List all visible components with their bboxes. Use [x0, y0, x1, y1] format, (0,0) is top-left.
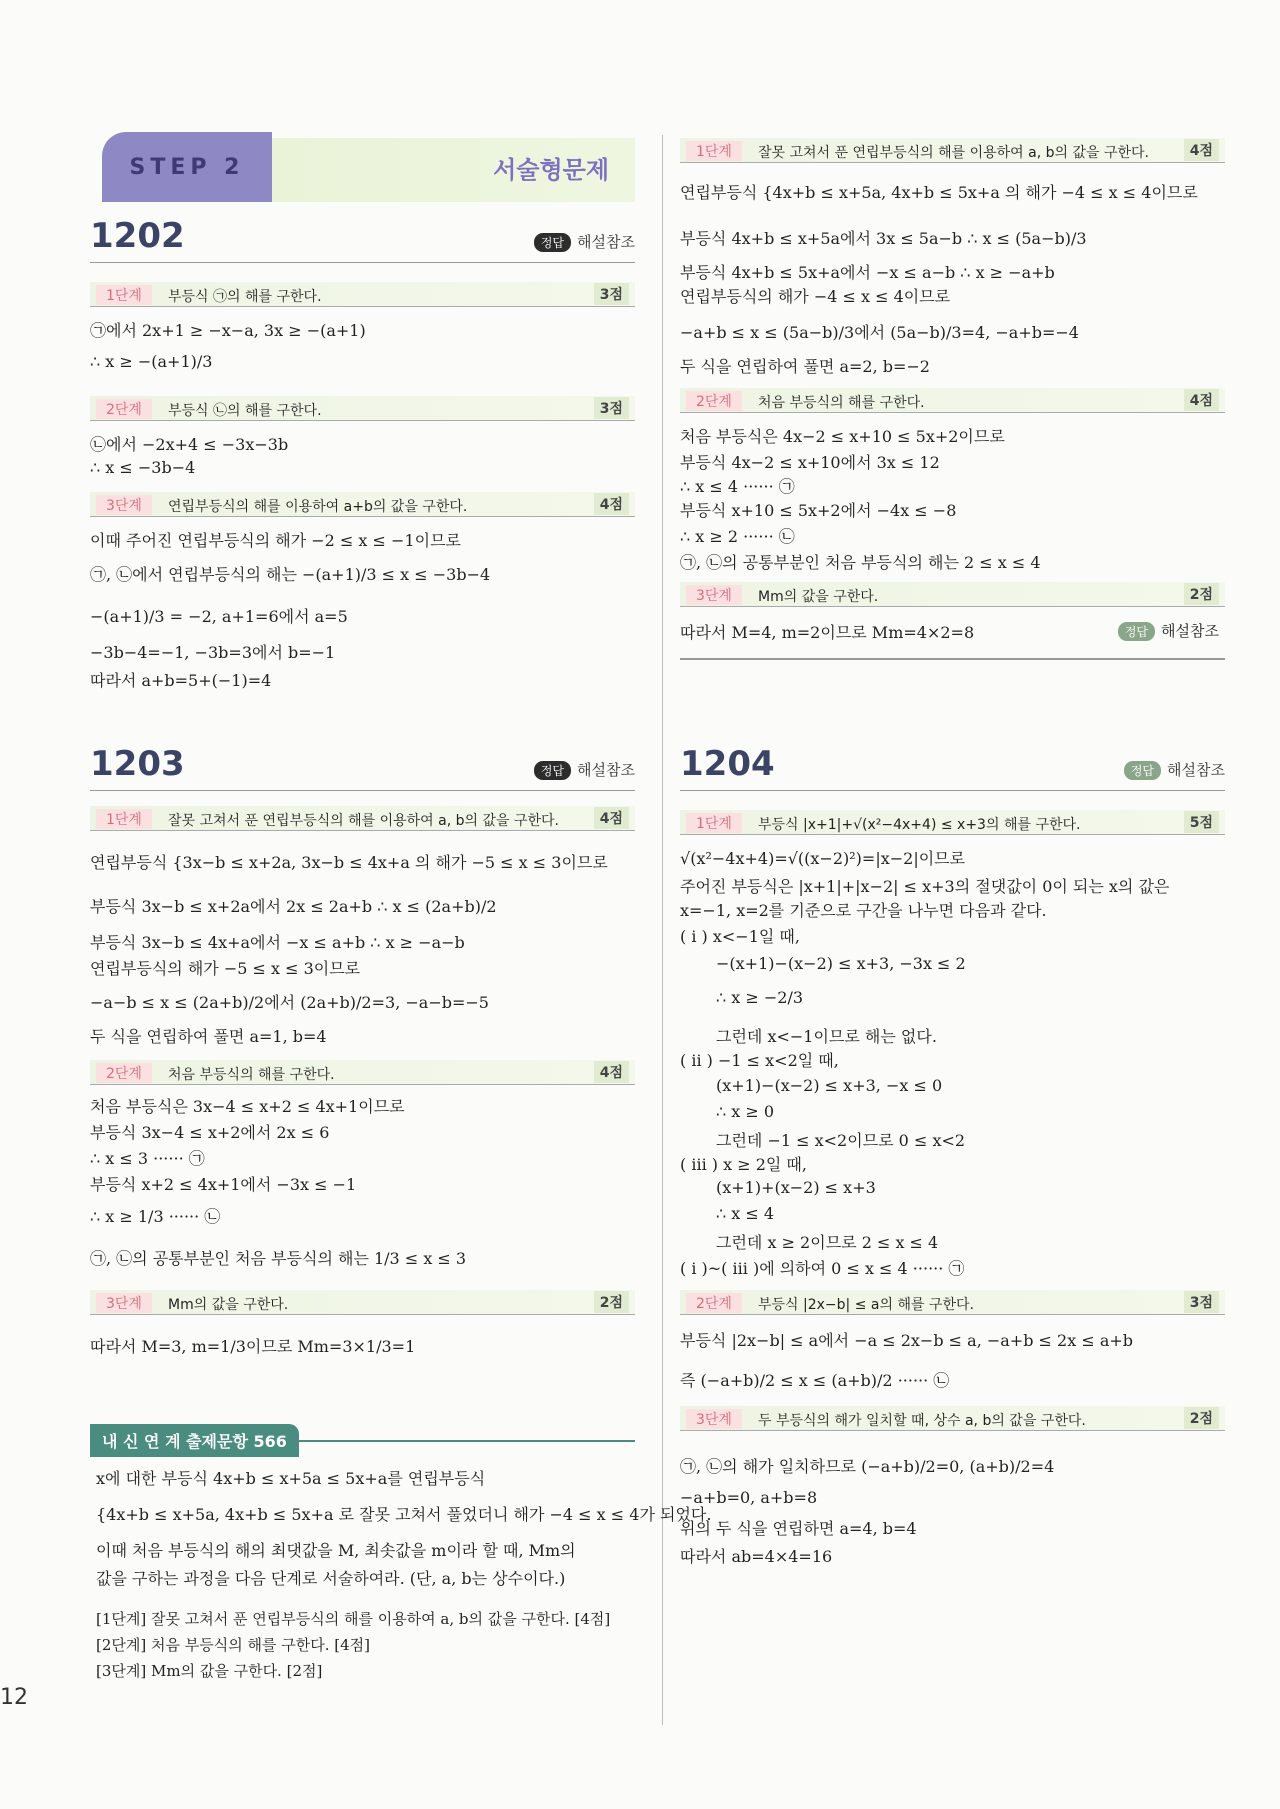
- solution-line: −(x+1)−(x−2) ≤ x+3, −3x ≤ 2: [716, 954, 966, 973]
- solution-line: ( iii ) x ≥ 2일 때,: [680, 1155, 807, 1174]
- solution-line: 그런데 x<−1이므로 해는 없다.: [716, 1027, 937, 1046]
- solution-line: ㉠, ㉡의 공통부분인 처음 부등식의 해는 1/3 ≤ x ≤ 3: [90, 1249, 467, 1268]
- answer-text: 해설참조: [577, 761, 635, 779]
- stage-points: 3점: [594, 283, 629, 305]
- solution-line: ∴ x ≥ −(a+1)/3: [90, 352, 213, 371]
- solution-line: 이때 주어진 연립부등식의 해가 −2 ≤ x ≤ −1이므로: [90, 531, 461, 550]
- answer-ref: [534, 759, 635, 780]
- solution-line: 연립부등식 {4x+b ≤ x+5a, 4x+b ≤ 5x+a 의 해가 −4 ≤ x ≤ 4이므로: [680, 183, 1198, 202]
- answer-badge: 정답: [1124, 761, 1161, 780]
- link-tab: 내 신 연 계 출제문항 566: [90, 1424, 299, 1457]
- stage-text: 부등식 |x+1|+√(x²−4x+4) ≤ x+3의 해를 구한다.: [758, 817, 1081, 833]
- stage-text: 부등식 ㉡의 해를 구한다.: [168, 403, 322, 419]
- solution-line: ( ii ) −1 ≤ x<2일 때,: [680, 1051, 839, 1070]
- stage-points: 4점: [1184, 389, 1219, 411]
- exercise-step: [1단계] 잘못 고쳐서 푼 연립부등식의 해를 이용하여 a, b의 값을 구한다. [4점]: [96, 1610, 611, 1628]
- stage-1: [90, 806, 635, 831]
- stage-text: Mm의 값을 구한다.: [758, 589, 879, 605]
- solution-line: −a+b=0, a+b=8: [680, 1488, 818, 1507]
- stage-1: [90, 282, 635, 307]
- solution-line: ( i )~( iii )에 의하여 0 ≤ x ≤ 4 ······ ㉠: [680, 1259, 965, 1278]
- solution-line: 연립부등식의 해가 −5 ≤ x ≤ 3이므로: [90, 959, 361, 978]
- problem-1204-header: [680, 740, 1225, 791]
- solution-line: 그런데 x ≥ 2이므로 2 ≤ x ≤ 4: [716, 1233, 939, 1252]
- stage-points: 4점: [594, 807, 629, 829]
- stage-text: 부등식 ㉠의 해를 구한다.: [168, 289, 322, 305]
- stage-text: 처음 부등식의 해를 구한다.: [168, 1067, 335, 1083]
- stage-label: 2단계: [96, 399, 152, 419]
- step-label: STEP 2: [102, 132, 272, 202]
- stage-3: [680, 582, 1225, 607]
- problem-number: 1202: [90, 216, 185, 256]
- stage-text: 처음 부등식의 해를 구한다.: [758, 395, 925, 411]
- stage-text: 부등식 |2x−b| ≤ a의 해를 구한다.: [758, 1297, 974, 1313]
- solution-line: (x+1)+(x−2) ≤ x+3: [716, 1178, 876, 1197]
- stage-points: 4점: [594, 493, 629, 515]
- stage-text: 잘못 고쳐서 푼 연립부등식의 해를 이용하여 a, b의 값을 구한다.: [168, 813, 559, 829]
- solution-line: 부등식 3x−4 ≤ x+2에서 2x ≤ 6: [90, 1123, 330, 1142]
- stage-points: 2점: [1184, 1407, 1219, 1429]
- stage-label: 1단계: [96, 285, 152, 305]
- solution-line: ∴ x ≤ 4: [716, 1204, 775, 1223]
- section-end-rule: [680, 658, 1225, 660]
- stage-3: [90, 1290, 635, 1315]
- solution-line: ㉠에서 2x+1 ≥ −x−a, 3x ≥ −(a+1): [90, 321, 366, 340]
- stage-text: 잘못 고쳐서 푼 연립부등식의 해를 이용하여 a, b의 값을 구한다.: [758, 145, 1149, 161]
- stage-1: [680, 138, 1225, 163]
- stage-points: 3점: [1184, 1291, 1219, 1313]
- stage-3: [680, 1406, 1225, 1431]
- solution-line: 두 식을 연립하여 풀면 a=2, b=−2: [680, 357, 930, 376]
- problem-1203-header: [90, 740, 635, 791]
- stage-2: [90, 1060, 635, 1085]
- solution-line: 부등식 x+10 ≤ 5x+2에서 −4x ≤ −8: [680, 501, 957, 520]
- stage-label: 3단계: [686, 1409, 742, 1429]
- step-title: 서술형문제: [493, 156, 609, 184]
- problem-1202-header: [90, 212, 635, 263]
- stage-label: 3단계: [96, 1293, 152, 1313]
- solution-line: −(a+1)/3 = −2, a+1=6에서 a=5: [90, 607, 348, 626]
- solution-line: 따라서 a+b=5+(−1)=4: [90, 671, 272, 690]
- answer-text: 해설참조: [577, 233, 635, 251]
- answer-text: 해설참조: [1161, 622, 1219, 640]
- stage-3: [90, 492, 635, 517]
- step-banner: [90, 132, 635, 202]
- stage-label: 1단계: [686, 141, 742, 161]
- solution-line: ∴ x ≥ 0: [716, 1102, 775, 1121]
- answer-text: 해설참조: [1167, 761, 1225, 779]
- stage-points: 4점: [1184, 139, 1219, 161]
- stage-label: 1단계: [686, 813, 742, 833]
- solution-line: 연립부등식의 해가 −4 ≤ x ≤ 4이므로: [680, 287, 951, 306]
- solution-line: x=−1, x=2를 기준으로 구간을 나누면 다음과 같다.: [680, 901, 1047, 920]
- solution-line: 그런데 −1 ≤ x<2이므로 0 ≤ x<2: [716, 1131, 966, 1150]
- solution-line: 부등식 3x−b ≤ 4x+a에서 −x ≤ a+b ∴ x ≥ −a−b: [90, 933, 465, 952]
- stage-label: 1단계: [96, 809, 152, 829]
- exercise-step: [2단계] 처음 부등식의 해를 구한다. [4점]: [96, 1636, 370, 1654]
- solution-line: ∴ x ≤ 3 ······ ㉠: [90, 1149, 205, 1168]
- solution-line: ㉠, ㉡의 공통부분인 처음 부등식의 해는 2 ≤ x ≤ 4: [680, 553, 1041, 572]
- solution-line: ㉡에서 −2x+4 ≤ −3x−3b: [90, 435, 289, 454]
- answer-ref: [1118, 620, 1219, 641]
- solution-line: ㉠, ㉡의 해가 일치하므로 (−a+b)/2=0, (a+b)/2=4: [680, 1457, 1055, 1476]
- solution-line: 따라서 M=4, m=2이므로 Mm=4×2=8: [680, 623, 975, 642]
- solution-line: −a−b ≤ x ≤ (2a+b)/2에서 (2a+b)/2=3, −a−b=−5: [90, 993, 489, 1012]
- solution-line: ㉠, ㉡에서 연립부등식의 해는 −(a+1)/3 ≤ x ≤ −3b−4: [90, 565, 491, 584]
- problem-number: 1204: [680, 744, 775, 784]
- stage-label: 2단계: [686, 1293, 742, 1313]
- solution-line: 즉 (−a+b)/2 ≤ x ≤ (a+b)/2 ······ ㉡: [680, 1371, 950, 1390]
- solution-line: ∴ x ≥ −2/3: [716, 988, 804, 1007]
- solution-line: 따라서 ab=4×4=16: [680, 1547, 833, 1566]
- stage-label: 3단계: [96, 495, 152, 515]
- solution-line: 부등식 4x+b ≤ 5x+a에서 −x ≤ a−b ∴ x ≥ −a+b: [680, 263, 1055, 282]
- solution-line: −3b−4=−1, −3b=3에서 b=−1: [90, 643, 336, 662]
- solution-line: 처음 부등식은 3x−4 ≤ x+2 ≤ 4x+1이므로: [90, 1097, 405, 1116]
- link-rule: [260, 1440, 635, 1442]
- stage-points: 2점: [1184, 583, 1219, 605]
- solution-line: 처음 부등식은 4x−2 ≤ x+10 ≤ 5x+2이므로: [680, 427, 1005, 446]
- solution-line: ∴ x ≤ 4 ······ ㉠: [680, 477, 795, 496]
- answer-badge: 정답: [534, 233, 571, 252]
- stage-2: [680, 1290, 1225, 1315]
- solution-line: ∴ x ≥ 2 ······ ㉡: [680, 527, 795, 546]
- stage-points: 4점: [594, 1061, 629, 1083]
- solution-line: ∴ x ≥ 1/3 ······ ㉡: [90, 1207, 221, 1226]
- answer-badge: 정답: [534, 761, 571, 780]
- stage-points: 3점: [594, 397, 629, 419]
- stage-text: 두 부등식의 해가 일치할 때, 상수 a, b의 값을 구한다.: [758, 1413, 1086, 1429]
- exercise-line: {4x+b ≤ x+5a, 4x+b ≤ 5x+a 로 잘못 고쳐서 풀었더니 해가 −4 ≤ x ≤ 4가 되었다.: [96, 1505, 712, 1524]
- stage-label: 2단계: [96, 1063, 152, 1083]
- exercise-line: x에 대한 부등식 4x+b ≤ x+5a ≤ 5x+a를 연립부등식: [96, 1469, 486, 1488]
- stage-1: [680, 810, 1225, 835]
- solution-line: ∴ x ≤ −3b−4: [90, 458, 196, 477]
- solution-line: −a+b ≤ x ≤ (5a−b)/3에서 (5a−b)/3=4, −a+b=−4: [680, 323, 1079, 342]
- stage-points: 5점: [1184, 811, 1219, 833]
- stage-2: [90, 396, 635, 421]
- solution-line: 부등식 x+2 ≤ 4x+1에서 −3x ≤ −1: [90, 1175, 357, 1194]
- solution-line: 부등식 |2x−b| ≤ a에서 −a ≤ 2x−b ≤ a, −a+b ≤ 2x ≤ a+b: [680, 1331, 1134, 1350]
- solution-line: 부등식 4x+b ≤ x+5a에서 3x ≤ 5a−b ∴ x ≤ (5a−b)/3: [680, 229, 1087, 248]
- stage-text: Mm의 값을 구한다.: [168, 1297, 289, 1313]
- stage-label: 2단계: [686, 391, 742, 411]
- solution-line: 두 식을 연립하여 풀면 a=1, b=4: [90, 1027, 327, 1046]
- solution-line: 위의 두 식을 연립하면 a=4, b=4: [680, 1519, 917, 1538]
- solution-line: 주어진 부등식은 |x+1|+|x−2| ≤ x+3의 절댓값이 0이 되는 x의 값은: [680, 877, 1170, 896]
- page-number: 12: [0, 1685, 28, 1710]
- answer-ref: [534, 231, 635, 252]
- stage-text: 연립부등식의 해를 이용하여 a+b의 값을 구한다.: [168, 499, 468, 515]
- answer-badge: 정답: [1118, 622, 1155, 641]
- solution-line: 연립부등식 {3x−b ≤ x+2a, 3x−b ≤ 4x+a 의 해가 −5 ≤ x ≤ 3이므로: [90, 853, 608, 872]
- stage-label: 3단계: [686, 585, 742, 605]
- solution-line: ( i ) x<−1일 때,: [680, 927, 800, 946]
- exercise-line: 값을 구하는 과정을 다음 단계로 서술하여라. (단, a, b는 상수이다.): [96, 1569, 566, 1588]
- solution-line: 부등식 4x−2 ≤ x+10에서 3x ≤ 12: [680, 453, 940, 472]
- exercise-step: [3단계] Mm의 값을 구한다. [2점]: [96, 1662, 323, 1680]
- column-divider: [662, 135, 663, 1725]
- exercise-line: 이때 처음 부등식의 해의 최댓값을 M, 최솟값을 m이라 할 때, Mm의: [96, 1541, 576, 1560]
- answer-ref: [1124, 759, 1225, 780]
- problem-number: 1203: [90, 744, 185, 784]
- solution-line: 따라서 M=3, m=1/3이므로 Mm=3×1/3=1: [90, 1337, 416, 1356]
- stage-points: 2점: [594, 1291, 629, 1313]
- solution-line: 부등식 3x−b ≤ x+2a에서 2x ≤ 2a+b ∴ x ≤ (2a+b)/2: [90, 897, 497, 916]
- solution-line: (x+1)−(x−2) ≤ x+3, −x ≤ 0: [716, 1076, 943, 1095]
- solution-line: √(x²−4x+4)=√((x−2)²)=|x−2|이므로: [680, 849, 966, 868]
- stage-2: [680, 388, 1225, 413]
